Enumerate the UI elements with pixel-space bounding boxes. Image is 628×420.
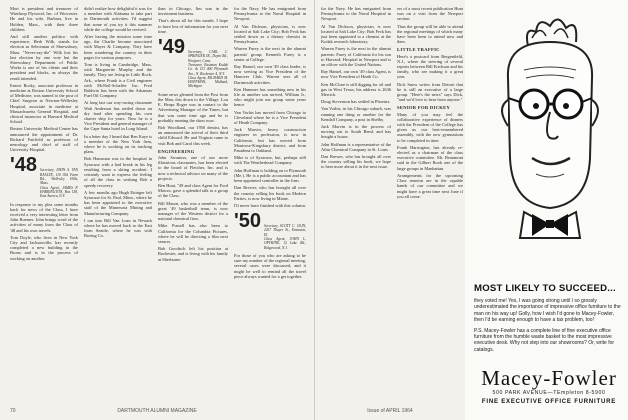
class-treasurer: Treasurer, Eastman Kodak Co. & CO 400 Plymouth Ave., N. Rochester 4, N.Y.	[188, 62, 228, 76]
paragraph: Jack Marvin, heavy construction engineer in profession, is now in California, but has moved from Montrose-Kingsbury district, and from Pasadena to Oakland.	[234, 127, 306, 154]
paragraph: Tom is living in Cambridge, Mass. with Marguerite Murphy and the family. They are living in Little Rock, Ark., where Frank is a Civil engineer with McNeil-Schaffer Inc. Fred Baldwin has been with the Arkansas Fuel Oil Company.	[84, 62, 152, 99]
paragraph: Ernest Rocky, associate professor in medicine at Boston University School of Medicine, was named to the post of Chief Surgeon at Newton-Wellesley Hospital, associate in medicine at Massachusetts General Hospital, and clinical instructor at Harvard Medical School.	[10, 82, 78, 125]
paragraph: Many of you may feel the collaborative experience of dinners with the President of the College has given us our best-remembered assembly, with the new gymnasium to be completed in time.	[397, 111, 463, 143]
paragraph: Boston University Medical Center has announced the appointment of Dr. Richard Fairfield as professor of neurology and chief of staff of University Hospital.	[10, 126, 78, 153]
section-heading: ENGINEERING	[158, 148, 195, 154]
paragraph: In a letter day I heard that Ben Kaye is a member of the New York firm, where he is working on its tracking plans.	[84, 133, 152, 155]
ad-brand-logo: Macey-Fowler	[481, 366, 617, 390]
class-secretary: Secretary, CARL C. SPRINGER JR., Depot Rd., Westport, Conn.	[188, 50, 228, 63]
paragraph: I'll never have finished with this column.	[234, 202, 306, 208]
paragraph: Bob Hausman was in the hospital in Syracuse with a bad break in his leg resulting from a skiing accident. I certainly want to express the feeling of all the class in wishing Bob a speedy recovery.	[84, 156, 152, 188]
class-49-heading	[158, 38, 228, 89]
ad-tagline: FINE EXECUTIVE OFFICE FURNITURE	[481, 399, 617, 405]
column-2	[84, 6, 152, 398]
paragraph: John Swanton, one of our more illustrious classmates, has been elected to the board of Fletcher, Inc. and is now a technical advisor on many of the projects.	[158, 154, 228, 181]
paragraph: Ben Hunt, ''49 and class Agent for Ford Motors, gave a splendid talk to a group of the Class.	[158, 182, 228, 199]
paragraph: Doug Stevenson has settled in Phoenix.	[321, 99, 391, 105]
section-heading: SENIOR FOR DICKEY	[397, 105, 451, 111]
paragraph: ers of a most recent publication Hunt was on a visit from the Newport section.	[397, 6, 463, 22]
paragraph: for the Navy. He has emigrated from Pennsylvania to the Naval Hospital in Newport.	[321, 6, 391, 22]
paragraph: Mike is of Syracuse, but, perhaps still with The Weatherhead Company.	[234, 155, 306, 166]
paragraph: Some news gleaned from the Post from the Man, this down to the Village. Lou E. Heaps Roger was in contact to the Advertising Manager of the Times, but that was some time ago and he is probably running the show now.	[158, 91, 228, 123]
ad-body-paragraph: they voted me! Yes, I was going strong until I so grossly underestimated the importance of impressive office furniture to the man on his way up! Golly, how I wish I'd gone to Macey-Fowler, then I'd be earning enough to have a tax problem, too!	[474, 298, 621, 324]
class-agent: Class Agent, JAMES P. HARRINGTON, Box 158, East Aurora, N.Y.	[40, 185, 78, 199]
paragraph: John Hoffman is a representative of the Atlas Chemical Company in St. Louis.	[321, 141, 391, 152]
paragraph: Dan Brewer, who has brought all over the country selling his book on Modern Parties, is now living in Maine.	[234, 185, 306, 201]
paragraph: Jack Marvin is in the process of moving out to South Bend, and has bought a house.	[321, 124, 391, 140]
paragraph: And still another politico with experience, Herb Wilk, stands for election as Selectman of Shrewsbury, Mass. "Never-say-die" Wilk lost his last election by one vote but the Shrewsbury Department of Public Works is one of his clients and their president and blacks, as always the result intended.	[10, 34, 78, 81]
class-secretary: Secretary, SCOTT C. OLIN, 2417 Thayer St., Evanston, Ill.	[264, 224, 306, 237]
paragraph: Van Vorhis has moved from Chicago to Cleveland where he is a Vice President of Heath Company.	[234, 109, 306, 126]
class-year: '48	[10, 154, 38, 177]
footer-title: DARTMOUTH ALUMNI MAGAZINE	[117, 408, 197, 414]
paragraph: Thus the group will be able to attend the regional meetings of which many have been keen to attend now and then.	[397, 23, 463, 45]
paragraph: Al Van Dickson, physician, is now located at Salt Lake City; Bob Feck has settled down as a dietary chemist in Pennsylvania.	[234, 23, 306, 45]
paragraph: Here's a postcard from Bergenfield, N.J., where the steering of several reports between Bill Erickson and his family, who are making it a great year.	[397, 53, 463, 80]
paragraph: In response to my plea some months back for news of the Class, I have received a very interesting letter from John Ruemer. John brings word of the activities of many from the Class of '48 and his own travels.	[10, 201, 78, 233]
paragraph: Warren Furey is the next in the alumni parents' group; Kenneth Furey is a senior at College.	[234, 46, 306, 62]
column-5	[321, 6, 391, 398]
class-agent: Class Agent, RICHARD M. HOFFMAN, Midland, Michigan	[188, 75, 228, 89]
paragraph: Mort is president and treasurer of Winthrop Plywood, Inc. of Worcester. He and his wife, Barbara, live in Holden, Mass., with their three children.	[10, 6, 78, 32]
paragraph: Ken Hammer has something new in his life as another son arrived, William Jr., who might join our group some years hence.	[234, 86, 306, 108]
column-3	[158, 6, 228, 398]
paragraph: Dick Snow writes from Detroit that he is still an executive of a large group. "Here's the news" says Dick, "and we'd love to hear from anyone."	[397, 81, 463, 103]
paragraph: Tom Doyle, who lives in New York City and Jacksonville, has recently completed a new building in the Bronx and is in the process of working on another.	[10, 234, 78, 261]
paragraph: Al Van Dickson, physician, is now located at Salt Lake City; Bob Feck has just been appointed to a chemist at the Kodak research laboratory.	[321, 23, 391, 45]
paragraph: Bob Woodland, our 1950 dentist, has an announced the arrival of their third child Edward. He and Virginia came to visit Bob and Carol this week.	[158, 124, 228, 146]
paragraph: Ken McClure is still digging for oil and gas in West Texas; his address is 2636 Merrick.	[321, 81, 391, 98]
class-agent: Class Agent, JOHN L. OPTHINE, 12 Lake Rd., Ridgewood, N.J.	[264, 237, 306, 250]
paragraph: Van Vorhis, in his Chicago suburb, was running one thing or another for the Kendall Company, a post in Shelby.	[321, 106, 391, 122]
column-4	[234, 6, 306, 398]
paragraph: Mike Pursell has also been to California for the Columbia Pictures, where he will be directing a film next season.	[158, 223, 228, 244]
class-year: '50	[234, 210, 262, 233]
class-48-heading	[10, 156, 78, 198]
ad-postscript: P.S. Macey-Fowler has a complete line of fine executive office furniture from the humble waste basket to the most impressive executive desk. Why not step into our showrooms? Or, write for catalogs.	[474, 327, 615, 353]
ad-address: 500 PARK AVENUE—TEmpleton 8-5900	[492, 390, 606, 396]
paragraph: For those of you who are asking to be sure my number of the regional meeting, several cases were discussed, and it might be well to remind all the travel piece always wanted for a get together.	[234, 252, 306, 279]
paragraph: At long last our way-racing classmate Walt Anderson has settled down on dry land after spending his own charter ship for years. Now he is a Vice President and general manager of the Cape Santa hotel in Long Island.	[84, 100, 152, 132]
paragraph: Arrangements for the upcoming Class reunion are in the capable hands of our committee and we might have a great time next June if you all come.	[397, 172, 463, 199]
paragraph: Ray Hansel, our own '49 class Agent, is now Vice President of Heath Co.	[321, 69, 391, 80]
paragraph: That's about all for this month. I hope to have lots of information for you next time.	[158, 18, 228, 34]
paragraph: A few months ago Hugh Ettinger left Syracuse for St. Paul, Minn., where he has been appointed to the executive staff of the Minnesota Mining and Manufacturing Company.	[84, 189, 152, 216]
paragraph: Bill Mason, who was a member of the great '49 basketball team, is now manager of the Western district for a national chemical firm.	[158, 200, 228, 222]
page-number: 70	[10, 408, 16, 414]
paragraph: I ran into Bill Van Loan in Newark where he has moved back to the East from Seattle, where he was with Boeing Co.	[84, 217, 152, 239]
cartoon-man-illustration	[480, 8, 622, 278]
column-6	[397, 6, 463, 398]
class-secretary: Secretary, JOHN A. VAN RAALTE, 110 Old Farm Rd., Wellesley Hills, Mass.	[40, 168, 78, 186]
paragraph: John Hoffman is holding on to Plymouth (Me.). He is a public accountant and has been appointed controller in the firm.	[234, 167, 306, 184]
paragraph: After having the mission some time ago, the Charlie became associated with Mayer & Company. They have been wandering the country in their pages for various purposes.	[84, 34, 152, 60]
paragraph: than in Chicago, Jim was in the investment business.	[158, 6, 228, 17]
section-heading: LITTLE TRAFFIC	[397, 47, 440, 53]
ad-body	[474, 298, 624, 357]
paragraph: Ray Hansel, our own '49 class leader, is now serving as Vice President of the Hanover Club. Warren sees all of Dartmouth activities.	[234, 64, 306, 85]
column-1	[10, 6, 78, 398]
class-50-heading	[234, 212, 306, 250]
paragraph: Warren Furey is the next in the alumni parents: Furey of California for his son to Harvard; Hospital in Newport and is an officer with the United Nations.	[321, 46, 391, 68]
paragraph: didn't realize how delightful it was for a member with Alabama to take part in Dartmouth activities. I'd suggest that some of you try it this summer while the college would be revived.	[84, 6, 152, 32]
class-year: '49	[158, 36, 186, 59]
paragraph: for the Navy. He has emigrated from Pennsylvania to the Naval Hospital in Newport.	[234, 6, 306, 22]
paragraph: Bob Goodrich left his position at Rochester, and is living with his family at Sherburne.	[158, 246, 228, 262]
paragraph: Dan Brewer, who has brought all over the country selling his book, we hope to hear more about it in the next issue.	[321, 154, 391, 170]
paragraph: Frank Harrington, has already re-elected as a chairman of the class executive committee. Mr. Beaumont said in the Gilbert Book one of the large groups in Manhattan.	[397, 144, 463, 171]
footer-title: Issue of APRIL 1964	[367, 408, 413, 414]
ad-headline: MOST LIKELY TO SUCCEED...	[474, 283, 616, 294]
